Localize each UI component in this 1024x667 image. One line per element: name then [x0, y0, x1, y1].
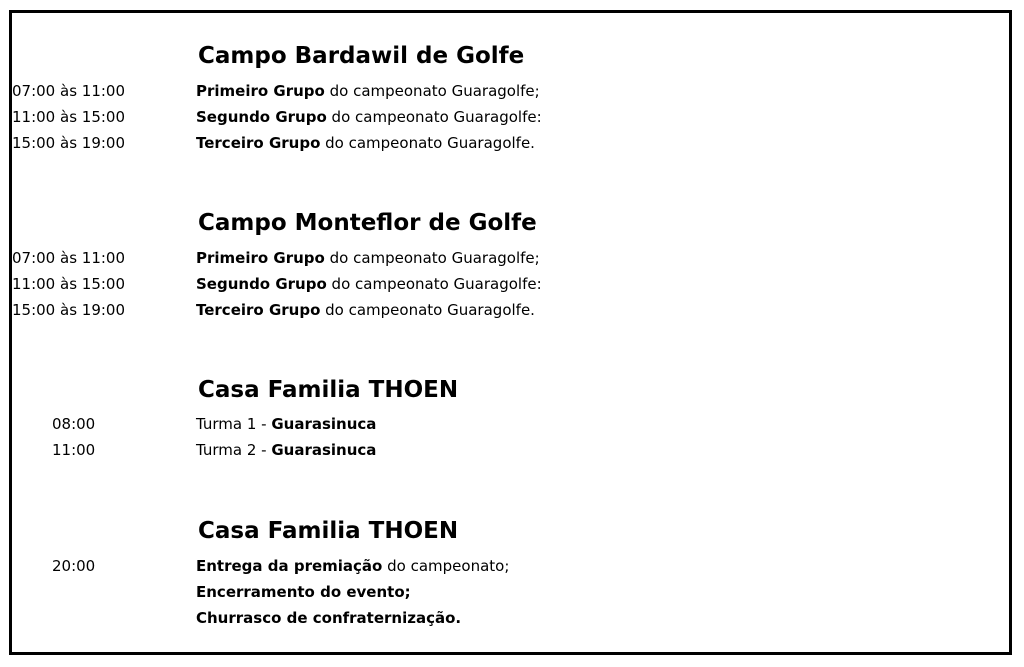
- description-text: do campeonato Guaragolfe;: [324, 249, 540, 267]
- time-slot: 11:00 às 15:00: [12, 108, 125, 126]
- group-name: Terceiro Grupo: [196, 301, 321, 319]
- time-slot: 07:00 às 11:00: [12, 249, 125, 267]
- description-text: do campeonato Guaragolfe;: [324, 82, 540, 100]
- time-slot: 20:00: [52, 557, 96, 575]
- activity-name: Encerramento do evento;: [196, 583, 411, 601]
- schedule-description: [196, 78, 540, 104]
- schedule-row: [12, 437, 1002, 463]
- schedule-description: [196, 411, 376, 437]
- description-text: Turma 2 -: [196, 441, 272, 459]
- group-name: Segundo Grupo: [196, 275, 327, 293]
- description-text: do campeonato Guaragolfe.: [320, 301, 535, 319]
- schedule-row: [12, 411, 1002, 437]
- schedule-row: [12, 245, 1002, 271]
- section-title: Casa Familia THOEN: [198, 518, 459, 544]
- schedule-description: [196, 104, 542, 130]
- section-title: Campo Monteflor de Golfe: [198, 210, 537, 236]
- activity-name: Guarasinuca: [271, 441, 377, 459]
- description-text: do campeonato Guaragolfe:: [326, 108, 542, 126]
- schedule-description: [196, 245, 540, 271]
- schedule-row: [12, 579, 1002, 605]
- section-title: Campo Bardawil de Golfe: [198, 43, 525, 69]
- group-name: Primeiro Grupo: [196, 249, 325, 267]
- description-text: do campeonato;: [382, 557, 510, 575]
- activity-name: Entrega da premiação: [196, 557, 383, 575]
- schedule-description: [196, 297, 535, 323]
- time-slot: 11:00: [52, 441, 96, 459]
- schedule-row: [12, 297, 1002, 323]
- time-slot: 15:00 às 19:00: [12, 301, 125, 319]
- schedule-row: [12, 553, 1002, 579]
- schedule-row: [12, 78, 1002, 104]
- schedule-description: [196, 130, 535, 156]
- description-text: do campeonato Guaragolfe.: [320, 134, 535, 152]
- schedule-row: [12, 605, 1002, 631]
- time-slot: 07:00 às 11:00: [12, 82, 125, 100]
- activity-name: Churrasco de confraternização.: [196, 609, 462, 627]
- time-slot: 08:00: [52, 415, 96, 433]
- group-name: Terceiro Grupo: [196, 134, 321, 152]
- time-slot: 11:00 às 15:00: [12, 275, 125, 293]
- group-name: Primeiro Grupo: [196, 82, 325, 100]
- schedule-description: [196, 271, 542, 297]
- section-title: Casa Familia THOEN: [198, 377, 459, 403]
- time-slot: 15:00 às 19:00: [12, 134, 125, 152]
- group-name: Segundo Grupo: [196, 108, 327, 126]
- schedule-description: [196, 605, 461, 631]
- schedule-description: [196, 579, 411, 605]
- schedule-row: [12, 104, 1002, 130]
- activity-name: Guarasinuca: [271, 415, 377, 433]
- description-text: Turma 1 -: [196, 415, 272, 433]
- schedule-row: [12, 130, 1002, 156]
- schedule-description: [196, 553, 509, 579]
- schedule-row: [12, 271, 1002, 297]
- description-text: do campeonato Guaragolfe:: [326, 275, 542, 293]
- schedule-description: [196, 437, 376, 463]
